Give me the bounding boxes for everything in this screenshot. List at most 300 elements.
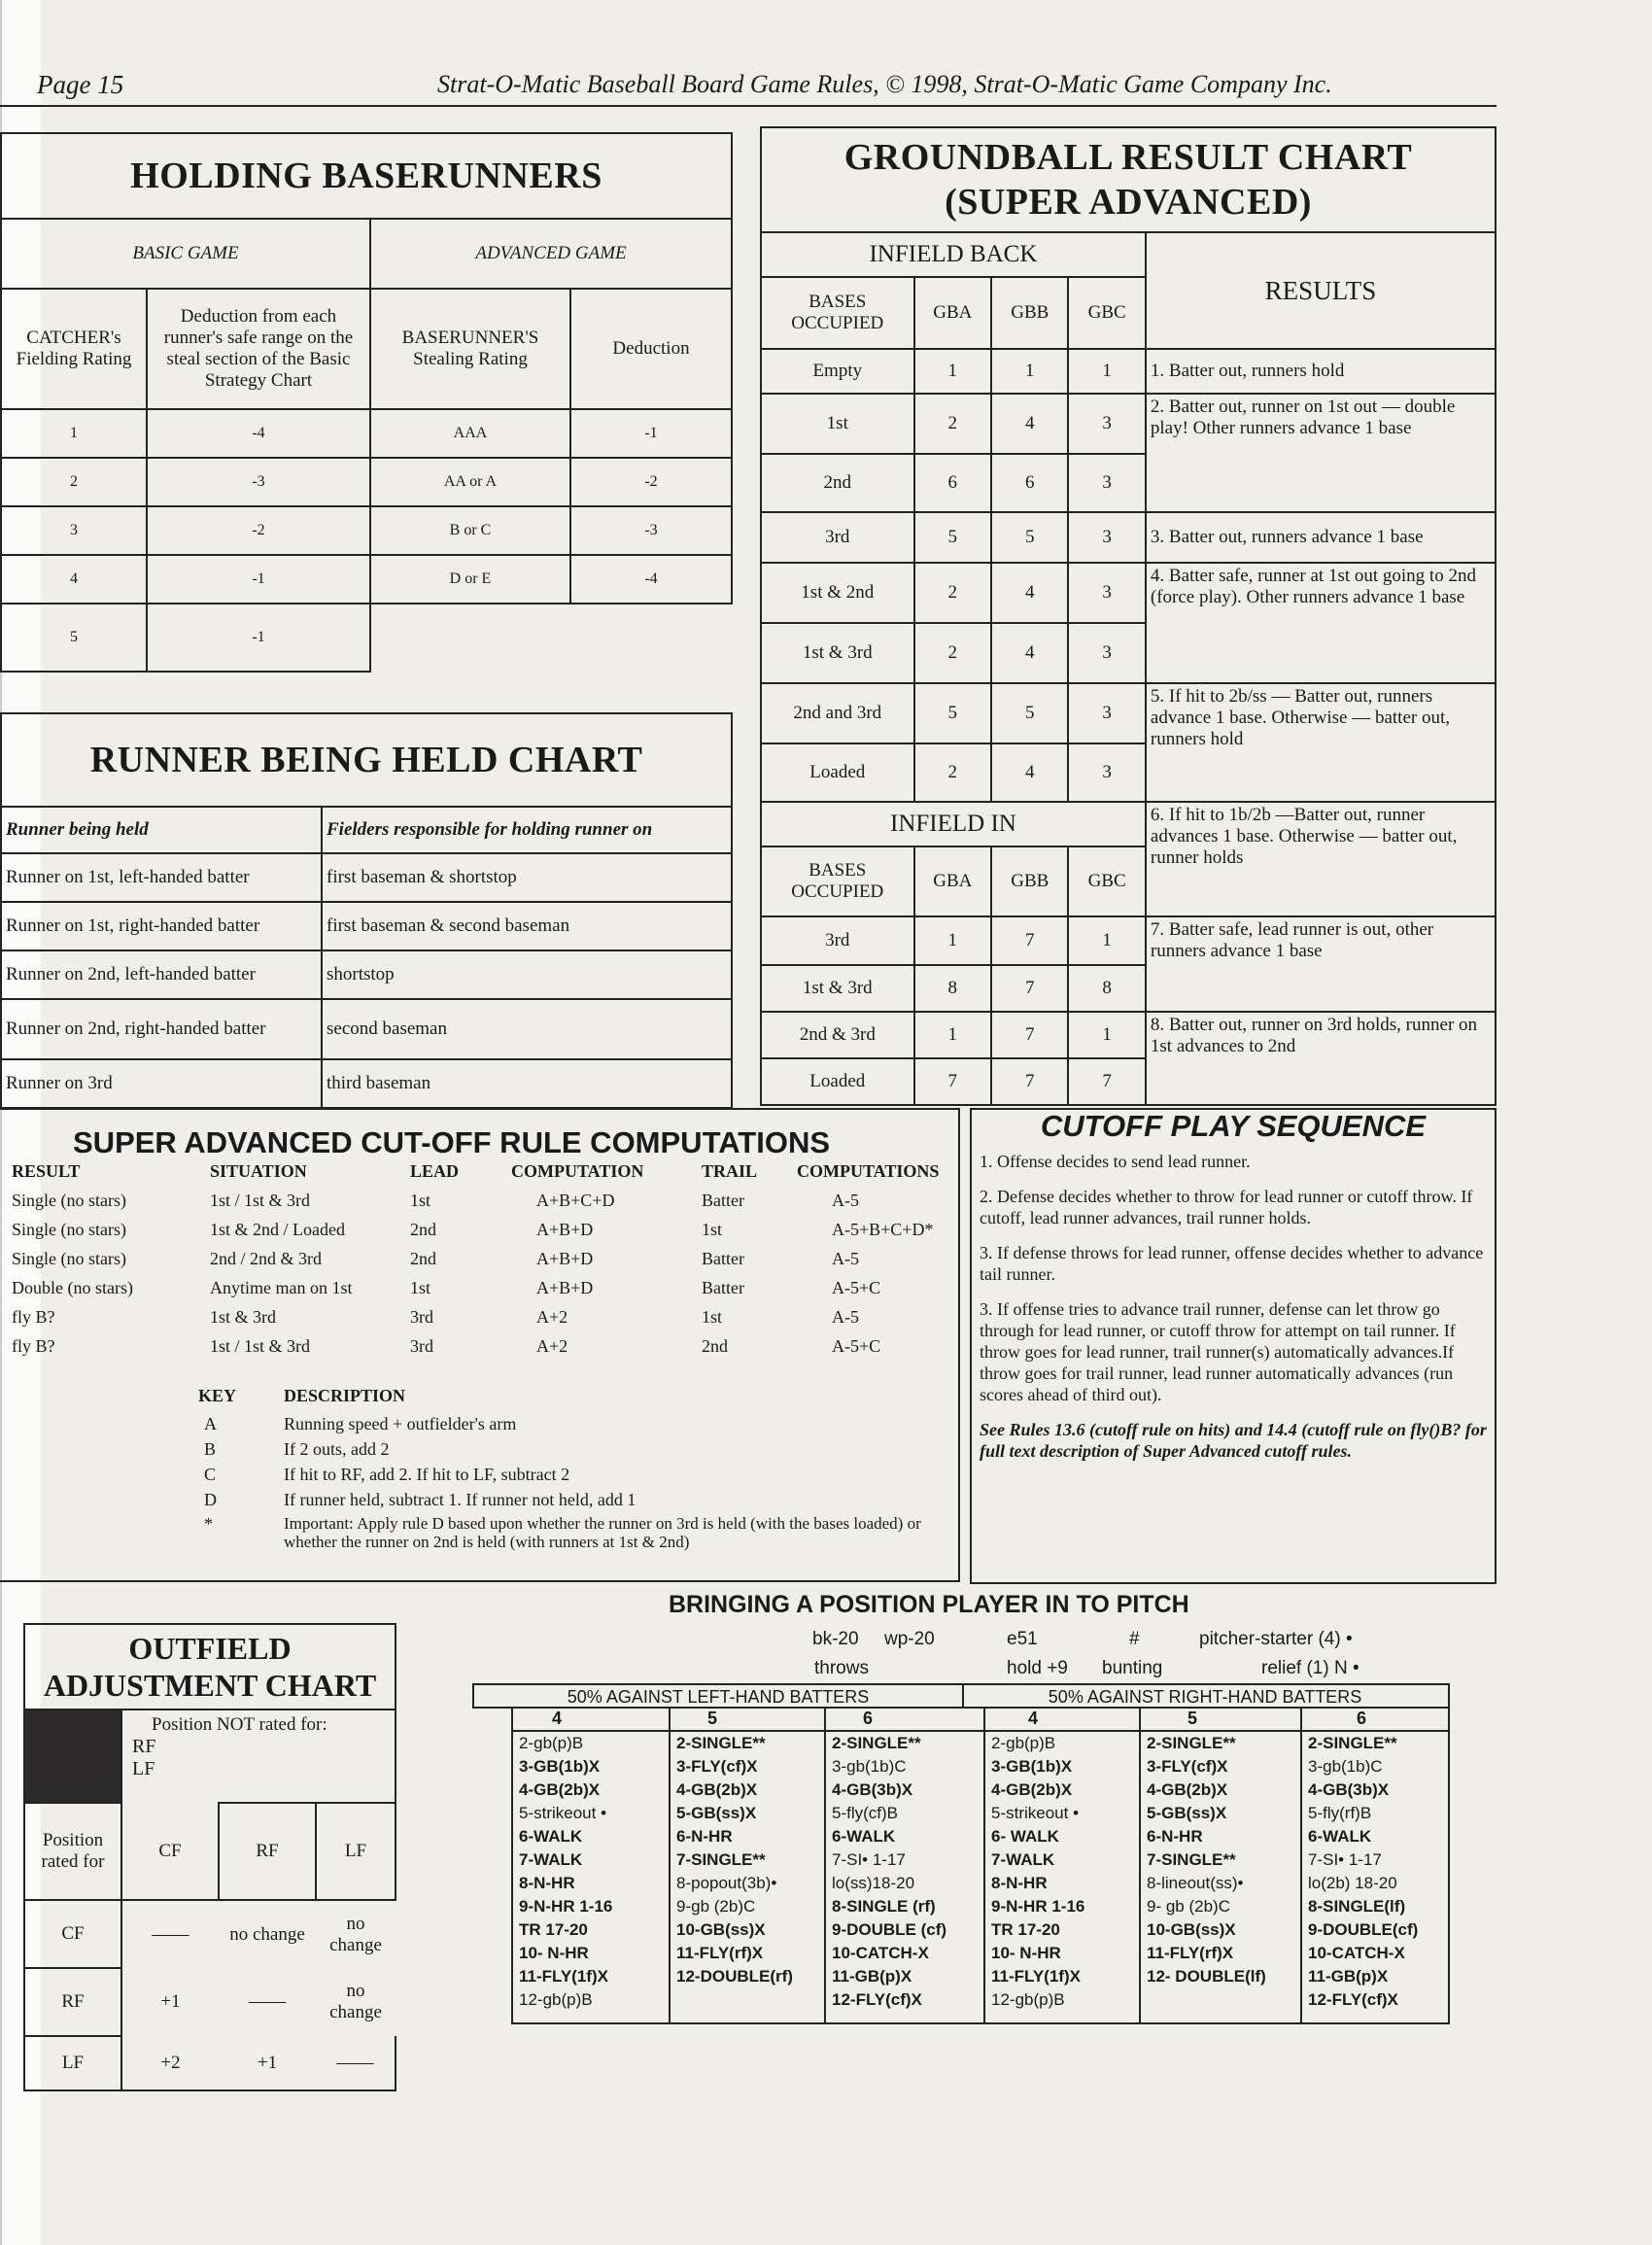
key-letter: * [204,1514,213,1534]
pitch-result: 2-gb(p)B [519,1734,584,1752]
empty-cell [370,604,732,672]
pitch-result: 8-popout(3b)• [676,1874,777,1892]
running-header: Strat-O-Matic Baseball Board Game Rules, © 1998, Strat-O-Matic Game Company Inc. [437,70,1332,98]
cell: 1st [410,1190,431,1210]
cell: -1 [147,555,370,604]
cutoff-row [8,1186,943,1215]
cell: 2 [1,458,147,506]
sequence-step-4: 3. If offense tries to advance trail runner, defense can let throw go through for lead runner, or cutoff throw for attempt on tail runner. If throw goes for lead runner, trail runner(s) automatically advances.If throw goes for trail runner, lead runner automatically advances (run scores ahead of third out). [980,1299,1456,1404]
pitch-column-3 [832,1732,946,2012]
holding-row [1,409,732,458]
pitch-result: 5-strikeout • [519,1804,607,1822]
cell: 1st / 1st & 3rd [210,1190,311,1210]
pitch-result: 6-N-HR [1147,1827,1203,1846]
not-rated-cell [121,1710,396,1803]
pitch-hash: # [1129,1629,1140,1649]
result-1: 1. Batter out, runners hold [1146,349,1496,394]
cell: -2 [570,458,732,506]
outfield-row [24,2036,396,2090]
col-header: TRAIL [702,1160,758,1181]
pitch-column-2 [676,1732,793,1988]
cell: 1 [914,349,992,394]
right-batters-header: 50% AGAINST RIGHT-HAND BATTERS [1048,1687,1362,1707]
outfield-title-line2: ADJUSTMENT CHART [43,1668,377,1703]
cell: second baseman [322,999,732,1059]
cell: 1 [1068,1012,1145,1058]
cell: 1 [914,1012,992,1058]
gbc-header: GBC [1068,277,1145,349]
pitch-result: 11-FLY(1f)X [519,1967,608,1986]
pitch-result: 7-WALK [519,1850,583,1869]
result-4: 4. Batter safe, runner at 1st out going to 2nd (force play). Other runners advance 1 base [1146,563,1496,683]
key-description: Running speed + outfielder's arm [284,1413,517,1433]
cell: A+B+D [536,1219,594,1239]
cell: A+B+C+D [536,1190,615,1210]
col-header: COMPUTATIONS [797,1160,940,1181]
pitch-result: 11-FLY(rf)X [1147,1944,1234,1962]
cell: Anytime man on 1st [210,1277,353,1297]
cell: 3rd [761,512,914,563]
cutoff-row [8,1215,943,1244]
deduction-basic-header: Deduction from each runner's safe range on the steal section of the Basic Strategy Chart [147,289,370,409]
pitch-title: BRINGING A POSITION PLAYER IN TO PITCH [669,1591,1189,1618]
runner-held-row [1,902,732,950]
pitch-result: 4-GB(3b)X [1308,1780,1390,1799]
cell: 4 [991,743,1068,802]
cell: 1 [991,349,1068,394]
cell: 5 [991,512,1068,563]
gbb-header-2: GBB [991,846,1068,916]
gbb-header: GBB [991,277,1068,349]
groundball-title-line2: (SUPER ADVANCED) [945,182,1312,223]
cell: Runner on 2nd, left-handed batter [1,950,322,999]
outfield-adjustment-section [23,1623,396,2091]
cell: Batter [702,1190,744,1210]
pitch-result: 9-N-HR 1-16 [519,1897,613,1916]
pitch-result: TR 17-20 [991,1920,1060,1939]
pitch-result: 10-GB(ss)X [676,1920,766,1939]
pitch-result: 2-SINGLE** [832,1734,921,1752]
cell: CF [24,1900,121,1968]
pitch-bk: bk-20 [812,1629,859,1649]
deduction-advanced-header: Deduction [570,289,732,409]
cell: Loaded [761,743,914,802]
not-rated-lf: LF [132,1758,155,1779]
pitch-result: 12-FLY(cf)X [832,1990,922,2009]
cell: 3 [1068,623,1145,683]
pitch-result: 8-N-HR [991,1874,1048,1892]
cell: Loaded [761,1058,914,1105]
gba-header: GBA [914,277,992,349]
pitch-result: 9- gb (2b)C [1147,1897,1230,1916]
catcher-rating-header: CATCHER's Fielding Rating [1,289,147,409]
pitch-wp: wp-20 [884,1629,935,1649]
cell: +1 [160,1991,181,2012]
cell: 7 [991,965,1068,1012]
col-divider [1300,1709,1302,2024]
groundball-title [761,127,1496,232]
left-batters-header: 50% AGAINST LEFT-HAND BATTERS [474,1685,964,1709]
cell: 3rd [761,916,914,965]
cell: A+B+D [536,1248,594,1268]
holding-row [1,458,732,506]
holding-baserunners-section [0,132,733,673]
key-letter: A [204,1413,217,1433]
pitch-card [511,1709,1450,2024]
cell: A-5+B+C+D* [832,1219,934,1239]
runner-held-row [1,1059,732,1108]
pitch-result: 2-SINGLE** [1308,1734,1397,1752]
cell: 7 [914,1058,992,1105]
pitch-result: 4-GB(2b)X [519,1780,601,1799]
holding-table [0,132,733,673]
pitch-col-numbers [513,1709,1450,1732]
col-header: SITUATION [210,1160,307,1181]
pitch-result: 12-gb(p)B [519,1990,593,2009]
pitch-result: 7-SINGLE** [676,1850,766,1869]
cell: -4 [570,555,732,604]
cell: Batter [702,1248,744,1268]
gba-header-2: GBA [914,846,992,916]
cell: AAA [370,409,570,458]
cell: A+2 [536,1335,568,1356]
key-letter: B [204,1438,217,1459]
cell: -1 [570,409,732,458]
cell: 3 [1068,394,1145,454]
pitch-result: 8-SINGLE(lf) [1308,1897,1406,1916]
cell: no change [329,1913,382,1955]
groundball-section [760,126,1497,1106]
cell: RF [24,1968,121,2036]
pitch-column-1 [519,1732,612,2012]
cell: 1st [761,394,914,454]
pitch-result: 11-FLY(1f)X [991,1967,1081,1986]
key-description: If 2 outs, add 2 [284,1438,390,1459]
cell: —— [152,1923,189,1945]
col-number: 4 [552,1709,563,1728]
cell: -4 [147,409,370,458]
cell: 2nd [702,1335,728,1356]
pitch-result: 11-GB(p)X [832,1967,912,1986]
cell: Single (no stars) [12,1248,126,1268]
gbc-header-2: GBC [1068,846,1145,916]
col-header: LEAD [410,1160,460,1181]
col-divider [1139,1709,1141,2024]
cell: 8 [1068,965,1145,1012]
cell: -3 [147,458,370,506]
pitch-result: 6-WALK [519,1827,583,1846]
black-corner-cell [24,1710,121,1803]
key-letter: D [204,1489,217,1509]
sequence-step-3: 3. If defense throws for lead runner, offense decides whether to advance tail runner. [980,1243,1484,1284]
pitch-result: 9-gb (2b)C [676,1897,756,1916]
cell: 5 [914,683,992,743]
pitch-result: 10- N-HR [991,1944,1061,1962]
cell: 1st [410,1277,431,1297]
cutoff-row [8,1302,943,1331]
page-number: Page 15 [37,70,124,99]
cell: 2 [914,743,992,802]
cell: 2nd [410,1248,436,1268]
pitch-column-4 [991,1732,1084,2012]
basic-game-label: BASIC GAME [1,219,370,289]
cell: AA or A [370,458,570,506]
cell: 3rd [410,1335,433,1356]
cell: Batter [702,1277,744,1297]
runner-held-table [0,712,733,1109]
pitch-column-5 [1147,1732,1266,1988]
pitch-error: e51 [1007,1629,1038,1649]
cell: 6 [991,454,1068,512]
not-rated-rf: RF [132,1736,156,1757]
holding-row [1,604,732,672]
result-6: 6. If hit to 1b/2b —Batter out, runner advances 1 base. Otherwise — batter out, runner holds [1146,802,1496,916]
pitch-result: 4-GB(2b)X [676,1780,758,1799]
cell: D or E [370,555,570,604]
outfield-row [24,1968,396,2036]
cell: 3 [1,506,147,555]
cell: Empty [761,349,914,394]
cell: no change [329,1981,382,2022]
pitch-result: 6-N-HR [676,1827,733,1846]
cell: 1st & 3rd [761,623,914,683]
pitch-result: 8-N-HR [519,1874,575,1892]
cell: 1st & 3rd [210,1306,277,1327]
pitch-bunting: bunting [1102,1658,1163,1678]
col-header: RF [219,1803,316,1900]
cell: —— [249,1991,286,2012]
pitch-result: 7-SI• 1-17 [1308,1850,1382,1869]
pitch-relief: relief (1) N • [1261,1658,1359,1678]
cell: 1st & 2nd [761,563,914,623]
pitch-result: 11-FLY(rf)X [676,1944,764,1962]
key-letter: C [204,1464,217,1484]
stealing-rating-header: BASERUNNER'S Stealing Rating [370,289,570,409]
cell: fly B? [12,1335,55,1356]
runner-held-title: RUNNER BEING HELD CHART [1,713,732,807]
cell: 2nd and 3rd [761,683,914,743]
runner-held-header: Runner being held [1,807,322,853]
cell: +1 [219,2036,316,2090]
cell: Single (no stars) [12,1219,126,1239]
cutoff-key-table [194,1380,933,1553]
pitch-result: 12-gb(p)B [991,1990,1065,2009]
cell: 7 [1068,1058,1145,1105]
cell: 1 [1068,349,1145,394]
cell: Runner on 3rd [1,1059,322,1108]
outfield-title [24,1624,396,1710]
cell: shortstop [322,950,732,999]
cell: 3 [1068,454,1145,512]
cell: 7 [991,916,1068,965]
cell: 6 [914,454,992,512]
result-8: 8. Batter out, runner on 3rd holds, runner on 1st advances to 2nd [1146,1012,1496,1105]
infield-in-label: INFIELD IN [761,802,1146,846]
outfield-title-line1: OUTFIELD [128,1631,292,1666]
cell: A+2 [536,1306,568,1327]
cell: B or C [370,506,570,555]
runner-held-row [1,853,732,902]
pitch-result: 4-GB(2b)X [991,1780,1073,1799]
pitch-header-bar [472,1683,1450,1709]
key-description: If hit to RF, add 2. If hit to LF, subtract 2 [284,1464,570,1484]
pitch-result: 10- N-HR [519,1944,589,1962]
pitch-result: 2-SINGLE** [1147,1734,1236,1752]
pitch-result: 6-WALK [832,1827,896,1846]
cell: 1st / 1st & 3rd [210,1335,311,1356]
cell: no change [229,1923,305,1945]
cell: 7 [991,1012,1068,1058]
pitch-result: 6-WALK [1308,1827,1372,1846]
pitch-result: 7-WALK [991,1850,1055,1869]
sequence-step-2: 2. Defense decides whether to throw for lead runner or cutoff throw. If cutoff, lead runner advances, trail runner holds. [980,1187,1473,1227]
pitch-result: 10-CATCH-X [1308,1944,1405,1962]
sequence-step-1: 1. Offense decides to send lead runner. [980,1152,1251,1171]
pitch-result: lo(ss)18-20 [832,1874,915,1892]
cell: Runner on 1st, left-handed batter [1,853,322,902]
pitch-result: 9-N-HR 1-16 [991,1897,1085,1916]
header-rule [0,105,1497,107]
key-description: Important: Apply rule D based upon whether the runner on 3rd is held (with the bases loaded) or whether the runner on 2nd is held (with runners at 1st & 2nd) [284,1514,921,1551]
cell: A+B+D [536,1277,594,1297]
col-divider [983,1709,985,2024]
not-rated-label: Position NOT rated for: [152,1714,327,1735]
pitch-result: 5-GB(ss)X [1147,1804,1227,1822]
cutoff-computations-section [0,1108,960,1582]
rated-for-label: Position rated for [24,1803,121,1900]
advanced-game-label: ADVANCED GAME [370,219,732,289]
cell: -1 [147,604,370,672]
outfield-table [23,1623,396,2091]
cutoff-title: SUPER ADVANCED CUT-OFF RULE COMPUTATIONS [73,1125,831,1159]
pitch-result: 5-GB(ss)X [676,1804,757,1822]
cell: Double (no stars) [12,1277,133,1297]
cell: 8 [914,965,992,1012]
cutoff-sequence-section [970,1108,1497,1584]
cell: 2nd [761,454,914,512]
col-number: 6 [863,1709,874,1728]
pitch-result: 9-DOUBLE (cf) [832,1920,947,1939]
pitch-result: 12-FLY(cf)X [1308,1990,1398,2009]
pitch-result: lo(2b) 18-20 [1308,1874,1397,1892]
cell: 4 [1,555,147,604]
pitch-result: 12-DOUBLE(rf) [676,1967,793,1986]
cell: 2 [914,623,992,683]
cell: 3 [1068,743,1145,802]
pitch-result: 4-GB(3b)X [832,1780,913,1799]
pitch-result: 10-CATCH-X [832,1944,929,1962]
infield-back-label: INFIELD BACK [761,232,1146,277]
fielders-header: Fielders responsible for holding runner on [322,807,732,853]
col-header: LF [316,1803,396,1900]
cell: 2nd / 2nd & 3rd [210,1248,322,1268]
pitch-result: 6- WALK [991,1827,1059,1846]
runner-held-row [1,999,732,1059]
cell: 4 [991,623,1068,683]
pitch-result: 2-gb(p)B [991,1734,1056,1752]
cell: 1st [702,1306,723,1327]
col-header: COMPUTATION [511,1160,644,1181]
pitch-result: 10-GB(ss)X [1147,1920,1236,1939]
col-number: 5 [707,1709,718,1728]
runner-held-section [0,712,733,1109]
pitch-result: 3-GB(1b)X [991,1757,1073,1776]
cell: 3 [1068,512,1145,563]
sequence-title: CUTOFF PLAY SEQUENCE [1040,1109,1427,1143]
pitch-hold: hold +9 [1007,1658,1068,1678]
cell: LF [24,2036,121,2090]
col-divider [824,1709,826,2024]
description-header: DESCRIPTION [284,1385,406,1405]
cell: A-5 [832,1306,859,1327]
cell: A-5+C [832,1335,881,1356]
pitch-result: 3-FLY(cf)X [676,1757,758,1776]
holding-title: HOLDING BASERUNNERS [1,133,732,219]
pitch-throws: throws [814,1658,869,1678]
cell: 5 [914,512,992,563]
pitch-result: 8-lineout(ss)• [1147,1874,1244,1892]
cell: —— [316,2036,396,2090]
runner-held-row [1,950,732,999]
pitch-result: 2-SINGLE** [676,1734,766,1752]
cell: first baseman & shortstop [322,853,732,902]
cell: -3 [570,506,732,555]
cell: third baseman [322,1059,732,1108]
cell: 5 [1,604,147,672]
groundball-title-line1: GROUNDBALL RESULT CHART [843,137,1413,178]
cell: Runner on 2nd, right-handed batter [1,999,322,1059]
key-description: If runner held, subtract 1. If runner not held, add 1 [284,1489,637,1509]
pitch-result: 3-gb(1b)C [832,1757,907,1776]
cell: Runner on 1st, right-handed batter [1,902,322,950]
holding-row [1,506,732,555]
cell: 1st [702,1219,723,1239]
cell: 1st & 2nd / Loaded [210,1219,345,1239]
pitch-result: 3-gb(1b)C [1308,1757,1383,1776]
cell: Single (no stars) [12,1190,126,1210]
cell: 3 [1068,563,1145,623]
pitch-column-6 [1308,1732,1418,2012]
cell: -2 [147,506,370,555]
cutoff-table [8,1157,943,1361]
results-header: RESULTS [1146,232,1496,349]
cell: 3 [1068,683,1145,743]
cell: 2nd [410,1219,436,1239]
cell: 1 [914,916,992,965]
pitch-result: 7-SI• 1-17 [832,1850,906,1869]
pitch-result: 3-FLY(cf)X [1147,1757,1228,1776]
cutoff-row [8,1331,943,1361]
pitch-result: 5-strikeout • [991,1804,1080,1822]
pitch-result: 4-GB(2b)X [1147,1780,1228,1799]
cell: 2 [914,394,992,454]
pitch-starter: pitcher-starter (4) • [1199,1629,1353,1649]
cell: 4 [991,563,1068,623]
cell: fly B? [12,1306,55,1327]
pitch-result: 5-fly(cf)B [832,1804,898,1822]
col-header: RESULT [12,1160,81,1181]
pitch-result: 12- DOUBLE(lf) [1147,1967,1266,1986]
cell: 2nd & 3rd [761,1012,914,1058]
cell: 2 [914,563,992,623]
cell: A-5 [832,1190,859,1210]
holding-row [1,555,732,604]
col-number: 5 [1187,1709,1198,1728]
cell: A-5 [832,1248,859,1268]
cell: 7 [991,1058,1068,1105]
col-divider [669,1709,671,2024]
col-number: 6 [1357,1709,1367,1728]
